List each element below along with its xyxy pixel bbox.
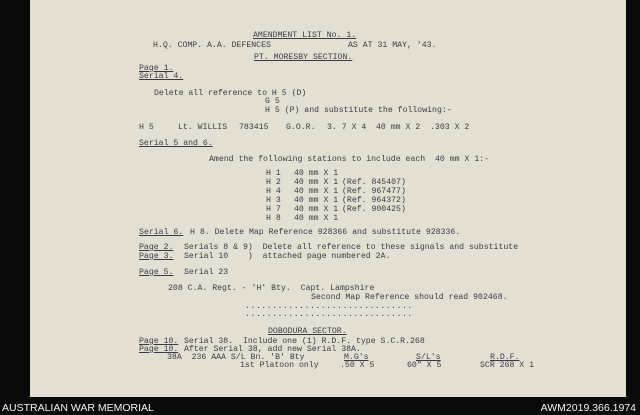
col-rdf-header: R.D.F. [490, 353, 520, 362]
station-weapon: 40 mm X 1 [294, 205, 339, 214]
page-10-serial-38a: After Serial 38, add new Serial 38A. [184, 345, 361, 354]
footer-bar [0, 400, 640, 415]
page-5-label: Page 5. [139, 268, 174, 277]
serial-38a-unit: 38A 236 AAA S/L Bn. 'B' Bty [167, 353, 305, 362]
dotted-separator: ............................... [245, 310, 413, 319]
document-page [30, 0, 626, 397]
serial-4-label: Serial 4. [139, 72, 184, 81]
g5-line: G 5 [265, 97, 280, 106]
document-title: AMENDMENT LIST No. 1. [253, 31, 357, 40]
station-ref: (Ref. 964372) [342, 196, 406, 205]
dotted-separator: ............................... [245, 302, 413, 311]
col-mg-header: M.G's [344, 353, 369, 362]
station-code: H 1 [266, 169, 281, 178]
amend-line: Amend the following stations to include each 40 mm X 1:- [209, 155, 490, 164]
sub-number: 783415 [239, 123, 269, 132]
dobodura-heading: DOBODURA SECTOR. [268, 327, 347, 336]
serial-6-label: Serial 6. [139, 228, 184, 237]
station-code: H 3 [266, 196, 281, 205]
serial-6-text: H 8. Delete Map Reference 928366 and substitute 928336. [190, 228, 461, 237]
station-ref: (Ref. 845407) [342, 178, 406, 187]
map-ref-line: Second Map Reference should read 902468. [311, 293, 508, 302]
station-weapon: 40 mm X 1 [294, 196, 339, 205]
serial-38a-platoon: 1st Platoon only [240, 361, 319, 370]
sub-station: H 5 [139, 123, 154, 132]
mg-value: .50 X 5 [340, 361, 375, 370]
footer-accession: AWM2019.366.1974 [540, 402, 636, 414]
regiment-line: 208 C.A. Regt. - 'H' Bty. Capt. Lampshire [168, 284, 375, 293]
unit-name: H.Q. COMP. A.A. DEFENCES [153, 41, 271, 50]
page-3-label: Page 3. [139, 252, 174, 261]
rdf-value: SCR 268 X 1 [480, 361, 535, 370]
page-2-label: Page 2. [139, 243, 174, 252]
station-ref: (Ref. 967477) [342, 187, 406, 196]
h5p-line: H 5 (P) and substitute the following:- [265, 106, 452, 115]
page-3-text: Serial 10 ) attached page numbered 2A. [184, 252, 391, 261]
footer-credit: AUSTRALIAN WAR MEMORIAL [2, 402, 154, 414]
station-weapon: 40 mm X 1 [294, 169, 339, 178]
page-10-label: Page 10. [139, 337, 179, 346]
sub-officer: Lt. WILLIS [178, 123, 228, 132]
station-code: H 2 [266, 178, 281, 187]
station-weapon: 40 mm X 1 [294, 187, 339, 196]
serial-5-6-label: Serial 5 and 6. [139, 139, 213, 148]
page-10-serial-38: Serial 38. Include one (1) R.D.F. type S.C.R.268 [184, 337, 425, 346]
station-code: H 7 [266, 205, 281, 214]
col-sl-header: S/L's [416, 353, 441, 362]
station-code: H 4 [266, 187, 281, 196]
page-5-serial: Serial 23 [184, 268, 229, 277]
section-heading: PT. MORESBY SECTION. [254, 53, 353, 62]
station-weapon: 40 mm X 1 [294, 178, 339, 187]
station-ref: (Ref. 900425) [342, 205, 406, 214]
sub-gor: G.O.R. [286, 123, 316, 132]
station-weapon: 40 mm X 1 [294, 214, 339, 223]
page-10-label: Page 10. [139, 345, 179, 354]
page-1-label: Page 1. [139, 64, 174, 73]
page-2-text: Serials 8 & 9) Delete all reference to these signals and substitute [184, 243, 519, 252]
sl-value: 60" X 5 [407, 361, 442, 370]
document-date: AS AT 31 MAY, '43. [348, 41, 437, 50]
delete-line: Delete all reference to H 5 (D) [154, 89, 307, 98]
sub-gun: 3. 7 X 4 [327, 123, 367, 132]
station-code: H 8 [266, 214, 281, 223]
sub-303: .303 X 2 [430, 123, 470, 132]
sub-40mm: 40 mm X 2 [376, 123, 421, 132]
